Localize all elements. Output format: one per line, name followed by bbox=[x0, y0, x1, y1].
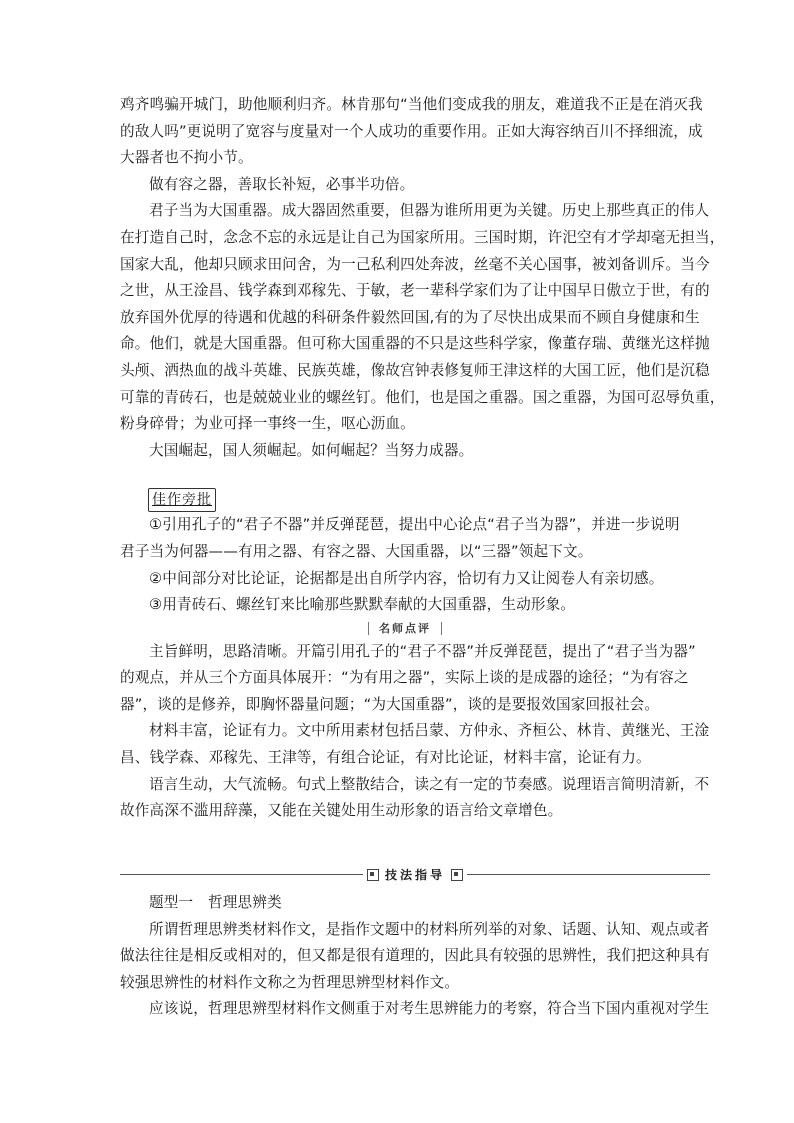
divider-line-right bbox=[467, 874, 710, 875]
document-page bbox=[120, 92, 725, 825]
jiazuo-note: ①引用孔子的“君子不器”并反弹琵琶，提出中心论点“君子当为器”，并进一步说明 bbox=[149, 516, 680, 534]
body-line: 做有容之器，善取长补短，必事半功倍。 bbox=[149, 175, 415, 193]
jiazuo-note: ③用青砖石、螺丝钉来比喻那些默默奉献的大国重器，生动形象。 bbox=[149, 596, 576, 614]
mingshi-heading bbox=[120, 619, 690, 639]
jifa-label: 技法指导 bbox=[385, 868, 446, 882]
comment-line: 昌、钱学森、邓稼先、王津等，有组合论证，有对比论证，材料丰富，论证有力。 bbox=[120, 749, 651, 767]
body-line: 命。他们，就是大国重器。但可称大国重器的不只是这些科学家，像董存瑞、黄继光这样抛 bbox=[120, 335, 710, 353]
tixing-line: 做法往往是相反或相对的，但又都是很有道理的，因此具有较强的思辨性，我们把这种具有 bbox=[120, 947, 710, 965]
comment-line: 语言生动，大气流畅。句式上整散结合，读之有一定的节奏感。说理语言简明清新，不 bbox=[149, 775, 710, 793]
body-line: 在打造自己时，念念不忘的永远是让自己为国家所用。三国时期，许汜空有才学却毫无担当， bbox=[120, 228, 725, 246]
jifa-divider bbox=[120, 866, 710, 883]
jifa-section bbox=[120, 890, 710, 1023]
tixing-title: 题型一 哲理思辨类 bbox=[149, 894, 282, 911]
divider-line-left bbox=[120, 874, 363, 875]
comment-line: 器”，谈的是修养，即胸怀器量问题；“为大国重器”，谈的是要报效国家回报社会。 bbox=[120, 695, 660, 713]
jiazuo-note: ②中间部分对比论证，论据都是出自所学内容，恰切有力又让阅卷人有亲切感。 bbox=[149, 569, 664, 587]
tixing-line: 较强思辨性的材料作文称之为哲理思辨型材料作文。 bbox=[120, 973, 460, 991]
jiazuo-section bbox=[120, 488, 690, 618]
ornament-icon bbox=[367, 869, 379, 881]
jiazuo-label: 佳作旁批 bbox=[148, 488, 216, 512]
mingshi-section bbox=[120, 639, 710, 825]
body-line: 的敌人吗”更说明了宽容与度量对一个人成功的重要作用。正如大海容纳百川不择细流，成 bbox=[120, 122, 703, 140]
body-line: 放弃国外优厚的待遇和优越的科研条件毅然回国,有的为了尽快出成果而不顾自身健康和生 bbox=[120, 308, 700, 326]
mingshi-label: 名师点评 bbox=[368, 622, 442, 635]
comment-line: 主旨鲜明，思路清晰。开篇引用孔子的“君子不器”并反弹琵琶，提出了“君子当为器” bbox=[149, 642, 696, 660]
body-line: 之世，从王淦昌、钱学森到邓稼先、于敏，老一辈科学家们为了让中国早日傲立于世，有的 bbox=[120, 282, 710, 300]
body-line: 大器者也不拘小节。 bbox=[120, 149, 253, 167]
body-line: 可靠的青砖石，也是兢兢业业的螺丝钉。他们，也是国之重器。国之重器，为国可忍辱负重， bbox=[120, 388, 725, 406]
body-line: 头颅、洒热血的战斗英雄、民族英雄，像故宫钟表修复师王津这样的大国工匠，他们是沉稳 bbox=[120, 361, 710, 379]
tixing-line: 所谓哲理思辨类材料作文，是指作文题中的材料所列举的对象、话题、认知、观点或者 bbox=[149, 920, 710, 938]
tixing-line: 应该说，哲理思辨型材料作文侧重于对考生思辨能力的考察，符合当下国内重视对学生 bbox=[149, 1000, 710, 1018]
body-line: 鸡齐鸣骗开城门，助他顺利归齐。林肯那句“当他们变成我的朋友，难道我不正是在消灭我 bbox=[120, 96, 703, 113]
body-line: 大国崛起，国人须崛起。如何崛起？当努力成器。 bbox=[149, 441, 474, 459]
comment-line: 故作高深不滥用辞藻，又能在关键处用生动形象的语言给文章增色。 bbox=[120, 802, 563, 820]
jiazuo-note: 君子当为何器——有用之器、有容之器、大国重器，以“三器”领起下文。 bbox=[120, 542, 593, 560]
body-line: 君子当为大国重器。成大器固然重要，但器为谁所用更为关键。历史上那些真正的伟人 bbox=[149, 202, 710, 220]
comment-line: 材料丰富，论证有力。文中所用素材包括吕蒙、方仲永、齐桓公、林肯、黄继光、王淦 bbox=[149, 722, 710, 740]
body-line: 粉身碎骨；为业可择一事终一生，呕心沥血。 bbox=[120, 415, 415, 433]
ornament-icon bbox=[451, 869, 463, 881]
body-line: 国家大乱，他却只顾求田问舍，为一己私利四处奔波，丝毫不关心国事，被刘备训斥。当今 bbox=[120, 255, 710, 273]
comment-line: 的观点，并从三个方面具体展开：“为有用之器”，实际上谈的是成器的途径；“为有容之 bbox=[120, 669, 689, 687]
